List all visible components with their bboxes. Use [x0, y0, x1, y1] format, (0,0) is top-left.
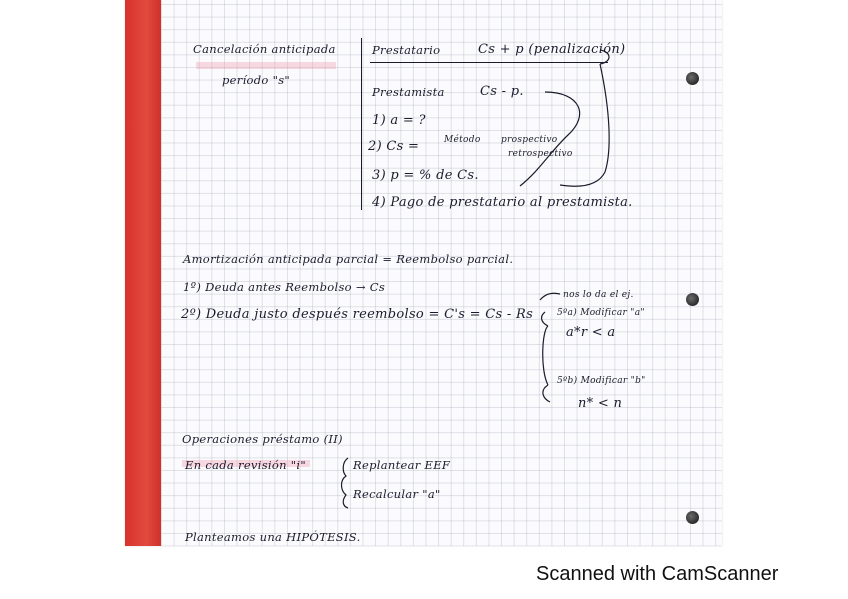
option-a-condition: a*r < a — [566, 325, 616, 340]
option-a: 5ºa) Modificar "a" — [557, 308, 645, 318]
item-1: 1) a = ? — [372, 113, 426, 128]
prestamista-label: Prestamista — [372, 85, 445, 99]
option-b: 5ºb) Modificar "b" — [557, 376, 646, 386]
item-3: 3) p = % de Cs. — [372, 168, 479, 183]
section1-title: Cancelación anticipada — [193, 42, 336, 56]
prestamista-formula: Cs - p. — [480, 84, 524, 99]
item-4: 4) Pago de prestatario al prestamista. — [372, 195, 633, 210]
section2-line1: 1º) Deuda antes Reembolso → Cs — [183, 280, 386, 294]
section2-line2: 2º) Deuda justo después reembolso = C's = Cs - Rs — [181, 307, 534, 322]
section3-option1: Replantear EEF — [353, 458, 451, 472]
prestatario-label: Prestatario — [372, 43, 441, 57]
scanner-watermark: Scanned with CamScanner — [536, 563, 779, 585]
item-2-method: Método — [444, 135, 481, 145]
section3-line: En cada revisión "i" — [185, 458, 306, 472]
section2-note: nos lo da el ej. — [563, 290, 634, 300]
section2-title: Amortización anticipada parcial = Reembolso parcial. — [183, 252, 514, 266]
section3-option2: Recalcular "a" — [353, 487, 441, 501]
item-2: 2) Cs = — [368, 139, 420, 154]
section3-final: Planteamos una HIPÓTESIS. — [185, 530, 361, 544]
item-2-prospective: prospectivo — [501, 135, 558, 145]
section1-subtitle: período "s" — [222, 73, 290, 87]
option-b-condition: n* < n — [578, 396, 623, 411]
item-2-retrospective: retrospectivo — [508, 149, 573, 159]
section3-title: Operaciones préstamo (II) — [182, 432, 343, 446]
prestatario-formula: Cs + p (penalización) — [478, 42, 626, 57]
